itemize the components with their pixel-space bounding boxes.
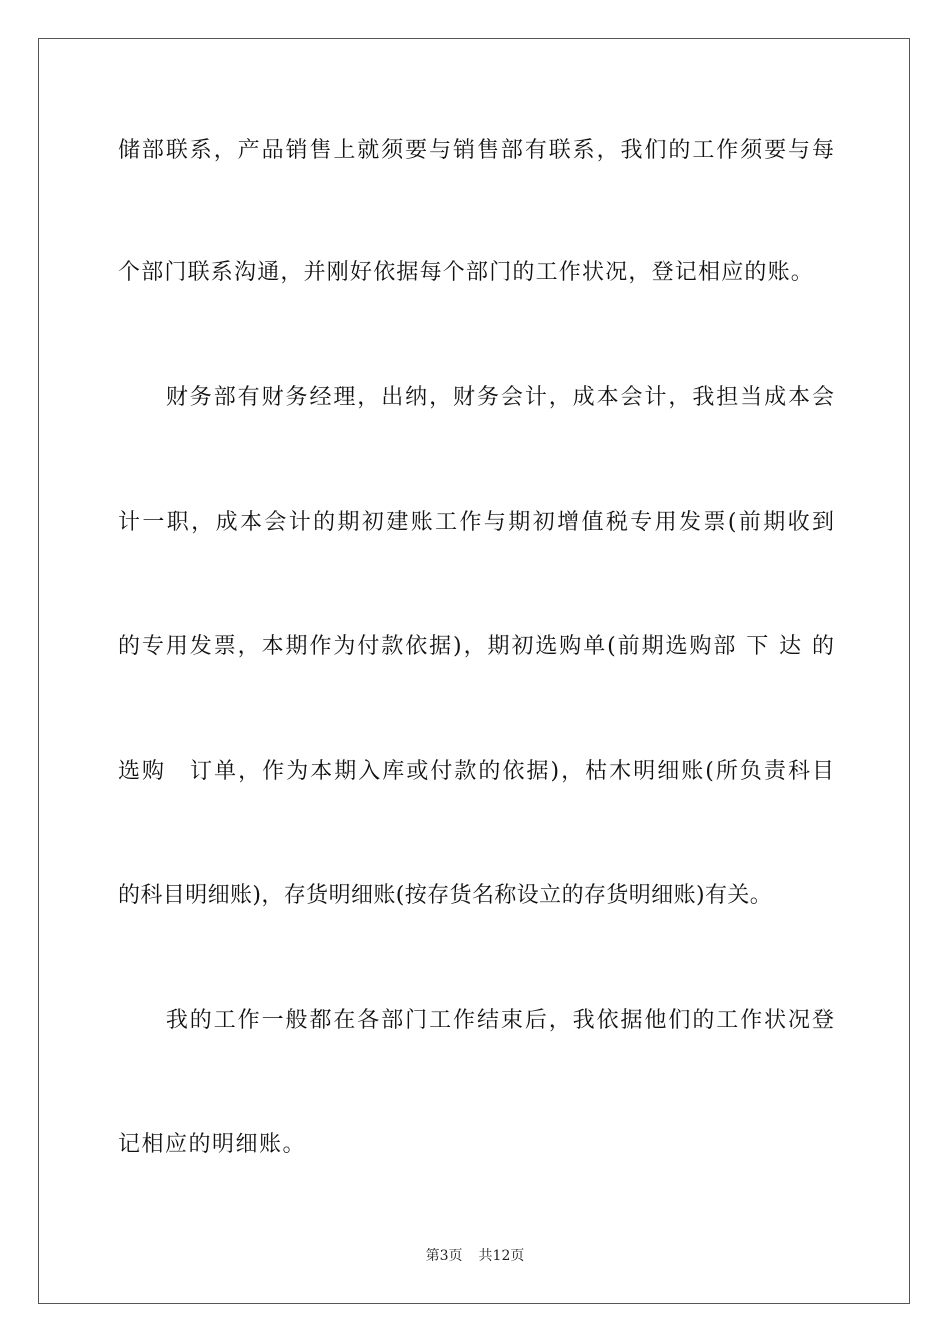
page-number: 第3页: [425, 1248, 463, 1264]
page-border: [38, 38, 910, 1304]
text-line-3: 财务部有财务经理，出纳，财务会计，成本会计，我担当成本会: [118, 385, 834, 410]
text-line-9: 记相应的明细账。: [118, 1132, 307, 1157]
text-line-5: 的专用发票，本期作为付款依据)，期初选购单(前期选购部 下 达 的: [118, 634, 834, 659]
text-line-7: 的科目明细账)，存货明细账(按存货名称设立的存货明细账)有关。: [118, 883, 773, 908]
text-line-8: 我的工作一般都在各部门工作结束后，我依据他们的工作状况登: [118, 1008, 834, 1033]
text-line-2: 个部门联系沟通，并刚好依据每个部门的工作状况，登记相应的账。: [118, 260, 815, 285]
text-line-1: 储部联系，产品销售上就须要与销售部有联系，我们的工作须要与每: [118, 138, 834, 163]
page-footer: [0, 1247, 950, 1265]
text-line-6: 选购 订单，作为本期入库或付款的依据)，枯木明细账(所负责科目: [118, 759, 834, 784]
text-line-4: 计一职，成本会计的期初建账工作与期初增值税专用发票(前期收到: [118, 510, 834, 535]
total-pages: 共12页: [478, 1248, 525, 1264]
